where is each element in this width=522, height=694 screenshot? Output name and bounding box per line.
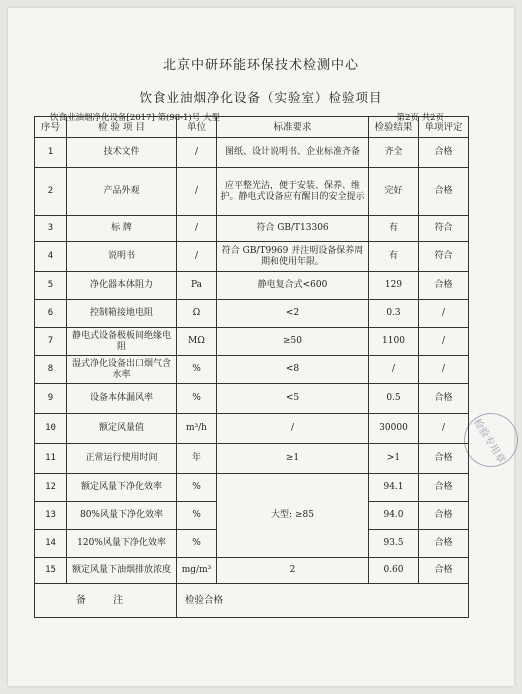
note-row [35, 584, 469, 618]
row-no: 14 [35, 530, 67, 558]
inspection-table [34, 116, 469, 618]
row-no: 9 [35, 384, 67, 414]
column-header-no: 序号 [35, 117, 67, 138]
row-result: 有 [369, 216, 419, 242]
row-unit: / [177, 168, 217, 216]
table-row [35, 242, 469, 272]
row-requirement: <8 [217, 356, 369, 384]
note-label: 备 注 [35, 584, 177, 618]
row-item: 标 牌 [67, 216, 177, 242]
row-no: 15 [35, 558, 67, 584]
row-evaluation: 合格 [419, 502, 469, 530]
column-header-unit: 单位 [177, 117, 217, 138]
row-item: 控制箱接地电阻 [67, 300, 177, 328]
row-evaluation: 合格 [419, 272, 469, 300]
row-unit: / [177, 242, 217, 272]
row-requirement: 2 [217, 558, 369, 584]
row-item: 技术文件 [67, 138, 177, 168]
document-number: 饮食业油烟净化设备[2017] 第(98-1)号 大型 [50, 113, 220, 123]
row-requirement: 图纸、设计说明书、企业标准齐备 [217, 138, 369, 168]
row-no: 10 [35, 414, 67, 444]
organization-name: 北京中研环能环保技术检测中心 [162, 58, 359, 73]
row-requirement: 符合 GB/T9969 并注明设备保养周期和使用年限。 [217, 242, 369, 272]
row-unit: MΩ [177, 328, 217, 356]
row-requirement: ≥1 [217, 444, 369, 474]
column-header-requirement: 标准要求 [217, 117, 369, 138]
row-requirement: <2 [217, 300, 369, 328]
row-evaluation: 合格 [419, 558, 469, 584]
table-row [35, 216, 469, 242]
row-evaluation: 符合 [419, 216, 469, 242]
row-requirement: 大型: ≥85 [217, 474, 369, 558]
row-no: 6 [35, 300, 67, 328]
table-row [35, 558, 469, 584]
row-result: 30000 [369, 414, 419, 444]
table-row [35, 444, 469, 474]
row-evaluation: 合格 [419, 138, 469, 168]
table-row [35, 474, 469, 502]
row-item: 静电式设备极板间绝缘电阻 [67, 328, 177, 356]
row-requirement: 应平整光洁，便于安装、保养、维护。静电式设备应有醒目的安全提示 [217, 168, 369, 216]
column-header-item: 检 验 项 目 [67, 117, 177, 138]
row-item: 净化器本体阻力 [67, 272, 177, 300]
row-evaluation: 符合 [419, 242, 469, 272]
row-item: 正常运行使用时间 [67, 444, 177, 474]
row-result: 94.1 [369, 474, 419, 502]
row-result: 0.3 [369, 300, 419, 328]
inspection-stamp: 检验专用章 [454, 403, 522, 477]
row-evaluation: 合格 [419, 444, 469, 474]
row-requirement: 静电复合式<600 [217, 272, 369, 300]
row-unit: / [177, 138, 217, 168]
row-item: 设备本体漏风率 [67, 384, 177, 414]
row-unit: m³/h [177, 414, 217, 444]
row-evaluation: / [419, 328, 469, 356]
row-no: 3 [35, 216, 67, 242]
row-unit: % [177, 474, 217, 502]
table-row [35, 300, 469, 328]
row-item: 额定风量值 [67, 414, 177, 444]
table-row [35, 138, 469, 168]
table-row [35, 384, 469, 414]
row-item: 产品外观 [67, 168, 177, 216]
row-result: 完好 [369, 168, 419, 216]
row-result: 94.0 [369, 502, 419, 530]
row-item: 额定风量下油烟排放浓度 [67, 558, 177, 584]
row-requirement: ≥50 [217, 328, 369, 356]
row-evaluation: 合格 [419, 384, 469, 414]
row-requirement: <5 [217, 384, 369, 414]
row-unit: Ω [177, 300, 217, 328]
row-requirement: / [217, 414, 369, 444]
row-item: 额定风量下净化效率 [67, 474, 177, 502]
row-no: 8 [35, 356, 67, 384]
row-result: 齐全 [369, 138, 419, 168]
row-evaluation: 合格 [419, 474, 469, 502]
row-no: 11 [35, 444, 67, 474]
row-item: 说明书 [67, 242, 177, 272]
row-unit: Pa [177, 272, 217, 300]
row-unit: % [177, 502, 217, 530]
row-result: 0.5 [369, 384, 419, 414]
row-no: 5 [35, 272, 67, 300]
row-unit: mg/m³ [177, 558, 217, 584]
row-unit: % [177, 356, 217, 384]
row-result: >1 [369, 444, 419, 474]
document-title: 饮食业油烟净化设备（实验室）检验项目 [139, 90, 383, 105]
row-no: 7 [35, 328, 67, 356]
row-no: 12 [35, 474, 67, 502]
row-result: 有 [369, 242, 419, 272]
row-result: / [369, 356, 419, 384]
table-row [35, 272, 469, 300]
row-no: 2 [35, 168, 67, 216]
table-row [35, 168, 469, 216]
row-unit: % [177, 384, 217, 414]
row-result: 129 [369, 272, 419, 300]
row-requirement: 符合 GB/T13306 [217, 216, 369, 242]
column-header-result: 检验结果 [369, 117, 419, 138]
column-header-evaluation: 单项评定 [419, 117, 469, 138]
row-result: 1100 [369, 328, 419, 356]
row-evaluation: / [419, 414, 469, 444]
row-no: 4 [35, 242, 67, 272]
table-row [35, 328, 469, 356]
row-unit: 年 [177, 444, 217, 474]
row-result: 93.5 [369, 530, 419, 558]
row-evaluation: / [419, 300, 469, 328]
page-number: 第2页 共2页 [396, 113, 444, 123]
row-item: 120%风量下净化效率 [67, 530, 177, 558]
row-evaluation: / [419, 356, 469, 384]
row-unit: / [177, 216, 217, 242]
note-value: 检验合格 [177, 584, 469, 618]
table-header-row [35, 117, 469, 138]
row-evaluation: 合格 [419, 168, 469, 216]
row-item: 80%风量下净化效率 [67, 502, 177, 530]
table-row [35, 414, 469, 444]
row-result: 0.60 [369, 558, 419, 584]
row-no: 1 [35, 138, 67, 168]
row-item: 湿式净化设备出口烟气含水率 [67, 356, 177, 384]
table-row [35, 356, 469, 384]
row-evaluation: 合格 [419, 530, 469, 558]
row-no: 13 [35, 502, 67, 530]
row-unit: % [177, 530, 217, 558]
